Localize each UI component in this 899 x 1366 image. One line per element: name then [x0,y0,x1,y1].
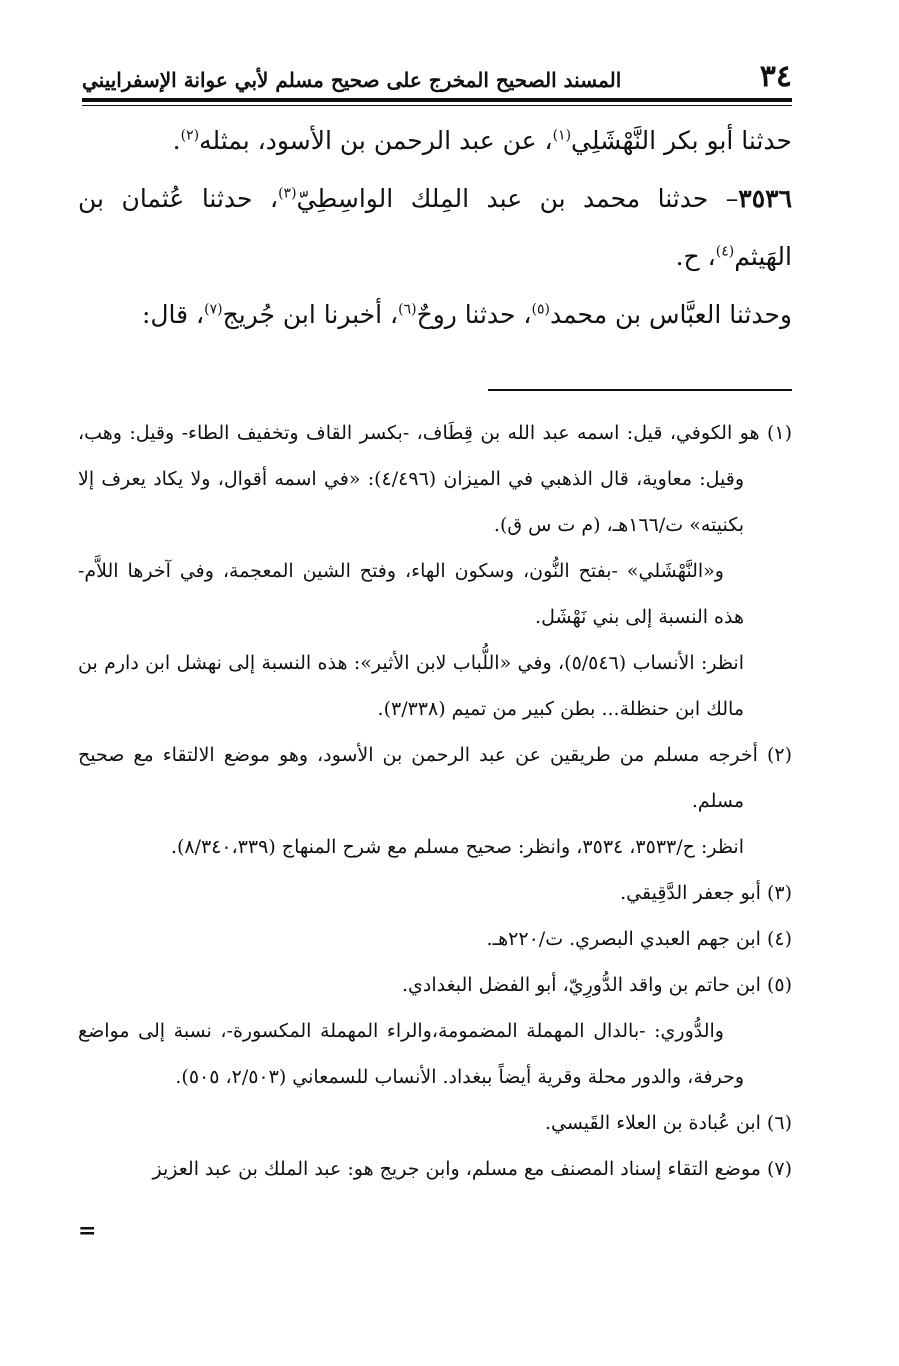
footnote-1-nisba: و«النَّهْشَلي» -بفتح النُّون، وسكون الهاء، وفتح الشين المعجمة، وفي آخرها اللاَّم- هذه النسبة إلى بني نَهْشَل. [78,560,744,628]
footnote-ref-3: (٣) [278,185,297,202]
header-rule-thin [82,105,792,106]
footnote-ref-5: (٥) [531,301,550,318]
footnote-5: (٥) ابن حاتم بن واقد الدُّورِيّ، أبو الفضل البغدادي. [401,974,792,996]
footnote-2-reference: انظر: ح/٣٥٣٣، ٣٥٣٤، وانظر: صحيح مسلم مع شرح المنهاج (٨/٣٤٠،٣٣٩). [170,836,744,858]
footnote-separator [488,389,792,391]
hadith-number: ٣٥٣٦ [738,184,793,213]
footnote-2: (٢) أخرجه مسلم من طريقين عن عبد الرحمن بن الأسود، وهو موضع الالتقاء مع صحيح مسلم. [78,744,792,812]
footnote-5-nisba: والدُّوري: -بالدال المهملة المضمومة،والراء المهملة المكسورة-، نسبة إلى مواضع وحرفة، والدور محلة وقرية أيضاً ببغداد. الأنساب للسمعاني (٢/٥٠٣، ٥٠٥). [78,1020,744,1088]
footnote-1: (١) هو الكوفي، قيل: اسمه عبد الله بن قِطَاف، -بكسر القاف وتخفيف الطاء- وقيل: وهب، وقيل: معاوية، قال الذهبي في الميزان (٤/٤٩٦): «في اسمه أقوال، ولا يكاد يعرف إلا بكنيته» ت/١٦٦هـ، (م ت س ق). [78,422,792,536]
page-header [82,58,792,98]
footnote-4: (٤) ابن جهم العبدي البصري. ت/٢٢٠هـ. [486,928,792,950]
footnote-7: (٧) موضع التقاء إسناد المصنف مع مسلم، وابن جريج هو: عبد الملك بن عبد العزيز [152,1158,792,1180]
hadith-line-continuation: حدثنا أبو بكر النَّهْشَلِي$^{(١)}$، عن عبد الرحمن بن الأسود، بمثله$^{(٢)}$. [172,126,792,155]
main-text [78,112,792,344]
footnote-3: (٣) أبو جعفر الدَّقِيقي. [620,882,792,904]
running-title: المسند الصحيح المخرج على صحيح مسلم لأبي عوانة الإسفراييني [82,68,622,92]
footnote-6: (٦) ابن عُبادة بن العلاء القَيسي. [544,1112,792,1134]
footnote-ref-6: (٦) [398,301,417,318]
page-number: ٣٤ [759,59,792,94]
continuation-mark: = [78,1218,97,1244]
header-rule-thick [82,98,792,102]
footnote-ref-7: (٧) [204,301,223,318]
footnote-ref-2: (٢) [180,127,200,144]
footnote-ref-1: (١) [552,127,572,144]
hadith-3536: ٣٥٣٦– حدثنا محمد بن عبد المِلك الواسِطِيّ$^{(٣)}$، حدثنا عُثمان بن الهَيثم$^{(٤)}$، ح. [78,184,793,271]
footnote-1-reference: انظر: الأنساب (٥/٥٤٦)، وفي «اللُّباب لابن الأثير»: هذه النسبة إلى نهشل ابن دارم بن مالك ابن حنظلة... بطن كبير من تميم (٣/٣٣٨). [78,652,744,720]
footnotes [78,410,792,1192]
footnote-ref-4: (٤) [715,243,735,260]
hadith-chain-second: وحدثنا العبَّاس بن محمد$^{(٥)}$، حدثنا روحٌ$^{(٦)}$، أخبرنا ابن جُريج$^{(٧)}$، قال: [141,300,792,329]
